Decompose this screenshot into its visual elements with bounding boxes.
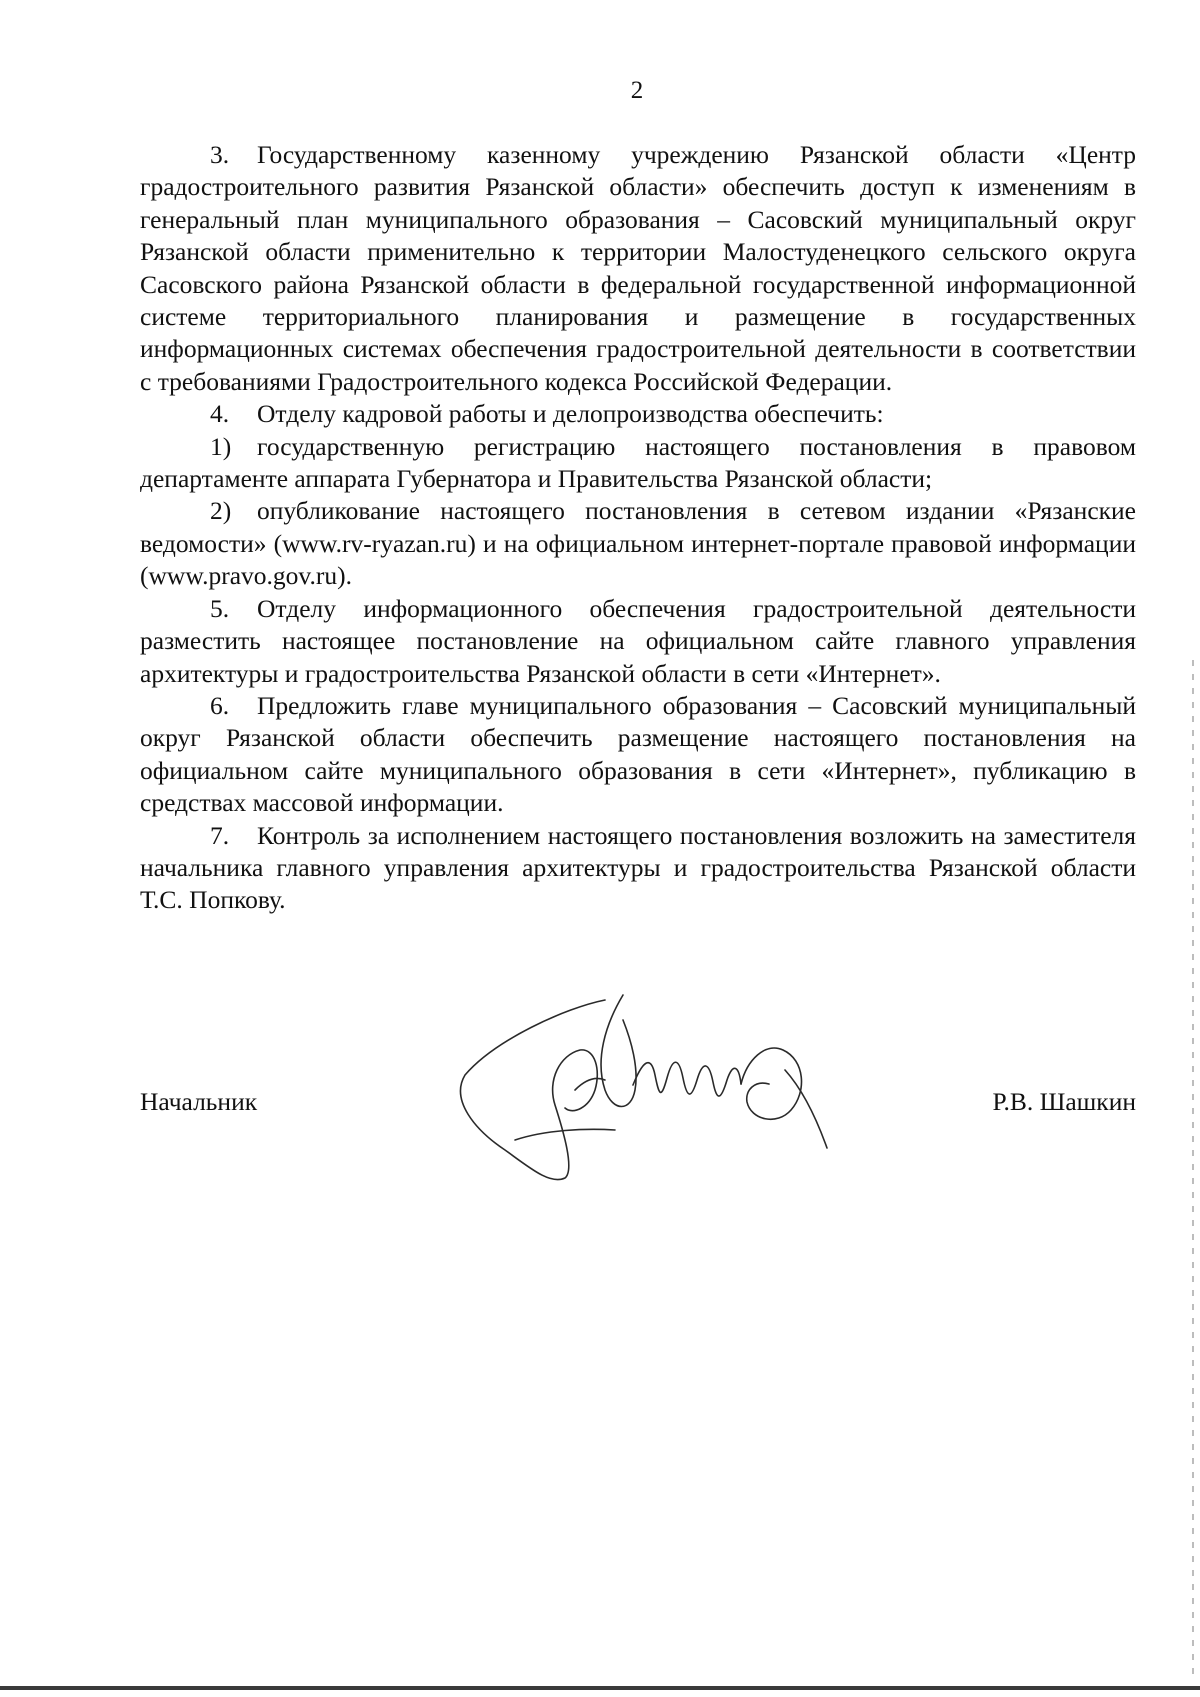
paragraph-text: опубликование настоящего постановления в сетевом издании «Рязанские ведомости» (www.rv-ryazan.ru) и на официальном интернет-портале правовой информации (www.pravo.gov.ru). (140, 496, 1136, 591)
paragraph-number: 6. (210, 690, 230, 720)
paragraph-text: Отделу информационного обеспечения градостроительной деятельности разместить настоящее постановление на официальном сайте главного управления архитектуры и градостроительства Рязанской области в сети «Интернет». (140, 593, 1136, 688)
paragraph-text: Контроль за исполнением настоящего постановления возложить на заместителя начальника главного управления архитектуры и градостроительства Рязанской области Т.С. Попкову. (140, 820, 1136, 915)
paragraph-7 (140, 820, 1136, 917)
signatory-position: Начальник (140, 1087, 258, 1116)
paragraph-number: 1) (210, 431, 232, 461)
paragraph-3 (140, 139, 1136, 398)
paragraph-number: 7. (210, 820, 230, 850)
document-body (140, 139, 1136, 917)
signature-block (140, 1086, 1136, 1126)
signatory-name: Р.В. Шашкин (992, 1087, 1136, 1116)
paragraph-6 (140, 690, 1136, 820)
paragraph-number: 5. (210, 593, 230, 623)
paragraph-number: 3. (210, 140, 230, 169)
paragraph-5 (140, 593, 1136, 690)
paragraph-text: государственную регистрацию настоящего постановления в правовом департаменте аппарата Губернатора и Правительства Рязанской области; (140, 431, 1136, 494)
paragraph-number: 2) (210, 496, 232, 526)
paragraph-4 (140, 398, 1136, 430)
scan-edge-right (1192, 660, 1194, 1680)
paragraph-text: Государственному казенному учреждению Рязанской области «Центр градостроительного развития Рязанской области» обеспечить доступ к изменениям в генеральный план муниципального образования – Сасовский муниципальный округ Рязанской области применительно к территории Малостуденецкого сельского округа Сасовского района Рязанской области в федеральной государственной информационной системе территориального планирования и размещение в государственных информационных системах обеспечения градостроительной деятельности в соответствии с требованиями Градостроительного кодекса Российской Федерации. (140, 140, 1136, 396)
scan-edge-bottom (0, 1686, 1200, 1690)
paragraph-number: 4. (210, 399, 230, 429)
paragraph-text: Предложить главе муниципального образования – Сасовский муниципальный округ Рязанской области обеспечить размещение настоящего постановления на официальном сайте муниципального образования в сети «Интернет», публикацию в средствах массовой информации. (140, 690, 1136, 818)
subparagraph-2 (140, 495, 1136, 592)
page-number: 2 (630, 77, 644, 104)
paragraph-text: Отделу кадровой работы и делопроизводства обеспечить: (257, 399, 884, 429)
subparagraph-1 (140, 431, 1136, 496)
